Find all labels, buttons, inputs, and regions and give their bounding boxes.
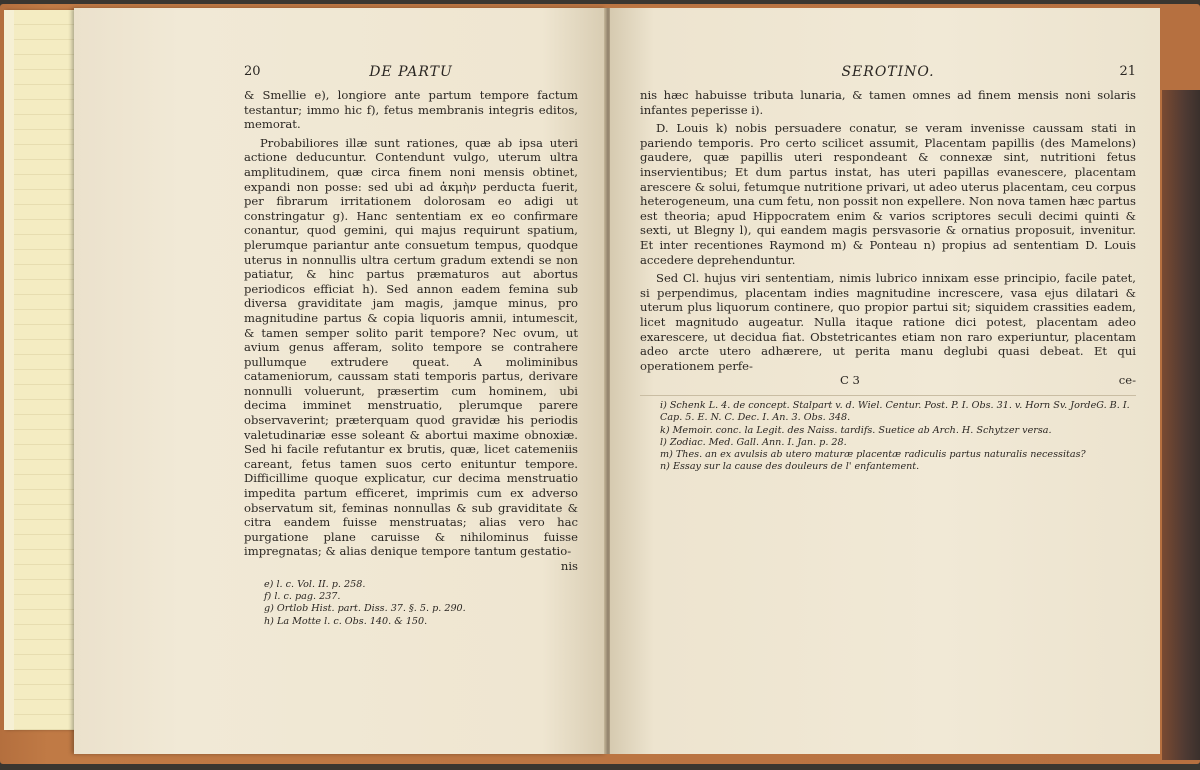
left-page	[74, 8, 606, 754]
footnote: g) Ortlob Hist. part. Diss. 37. §. 5. p. 290.	[264, 603, 466, 615]
signature-mark: C 3	[840, 373, 860, 388]
footnote: n) Essay sur la cause des douleurs de l' enfantement.	[660, 461, 920, 473]
footnote: e) l. c. Vol. II. p. 258.	[264, 579, 366, 590]
page-number: 20	[244, 64, 261, 79]
footnote: i) Schenk L. 4. de concept. Stalpart v. d. Wiel. Centur. Post. P. I. Obs. 31. v. Horn Sv. JordeG. B. I. Cap. 5. E. N. C. Dec. I. An. 3. Obs. 348.	[660, 400, 1130, 424]
running-title: DE PARTU	[369, 64, 453, 80]
paragraph: D. Louis k) nobis persuadere conatur, se veram invenisse caussam stati in pariendo temporis. Pro certo scilicet assumit, Placentam papillis (des Mamelons) gaudere, quæ papillis uteri respondeant & connexæ sint, nutritioni fetus inservientibus; Et dum partus instat, has uteri papillas evanescere, placentam arescere & solui, fetumque nutritione privari, ut adeo uterus placentam, ceu corpus heterogeneum, una cum fetu, non possit non expellere. Non nova tamen hæc partus est theoria; apud Hippocratem enim & varios scriptores seculi decimi quinti & sexti, ut Blegny l), qui eandem magis persvasorie & ornatius proposuit, invenitur. Et inter recentiones Raymond m) & Ponteau n) propius ad sententiam D. Louis accedere deprehenduntur.	[640, 121, 1136, 267]
footnote: m) Thes. an ex avulsis ab utero maturæ placentæ radiculis partus naturalis necessitas?	[660, 449, 1086, 461]
paragraph: Probabiliores illæ sunt rationes, quæ ab ipsa uteri actione deducuntur. Contendunt vulgo, uterum ultra amplitudinem, quæ circa finem noni mensis obtinet, expandi non posse: sed ubi ad ἀκμὴν perducta fuerit, per fibrarum irritationem dolorosam eo adigi ut constringatur g). Hanc sententiam ex eo confirmare conantur, quod gemini, qui majus requirunt spatium, plerumque pariantur ante consuetum tempus, quodque uterus in nonnullis ultra certum gradum extendi se non patiatur, & hinc partus præmaturos aut abortus periodicos efficiat h). Sed annon eadem femina sub diversa graviditate jam magis, jamque minus, pro magnitudine partus & copia liquoris amnii, intumescit, & tamen semper solito parit tempore? Nec ovum, ut avium genus afferam, solito tempore se contrahere pullumque extrudere queat. A moliminibus catameniorum, caussam stati temporis partus, derivare nonnulli voluerunt, præsertim cum hominem, ubi decima imminet menstruatio, plerumque parere observaverint; præterquam quod gravidæ his periodis valetudinariæ esse soleant & abortui maxime obnoxiæ. Sed hi facile refutantur ex brutis, quæ, licet catemeniis careant, fetus tamen suos certo enituntur tempore. Difficillime quoque explicatur, cur decima menstruatio impedita partum efficeret, imprimis cum ex adverso observatum sit, feminas nonnullas & sub graviditate & citra eandem fuisse menstruatas; alias vero hac purgatione plane caruisse & nihilominus fuisse impregnatas; & alias denique tempore tantum gestatio-	[244, 135, 578, 559]
right-page-body	[640, 88, 1136, 373]
signature-line	[640, 373, 1136, 387]
footnote: k) Memoir. conc. la Legit. des Naiss. tardifs. Suetice ab Arch. H. Schytzer versa.	[660, 424, 1052, 436]
paragraph: & Smellie e), longiore ante partum tempore factum testantur; immo hic f), fetus membranis integris editos, memorat.	[244, 88, 578, 132]
catchword: nis	[560, 559, 578, 573]
running-title: SEROTINO.	[841, 64, 935, 80]
left-page-header	[244, 64, 578, 84]
footnote: f) l. c. pag. 237.	[264, 591, 341, 603]
right-page-header	[640, 64, 1136, 84]
footnote: l) Zodiac. Med. Gall. Ann. I. Jan. p. 28.	[660, 436, 847, 448]
paragraph: nis hæc habuisse tributa lunaria, & tamen omnes ad finem mensis noni solaris infantes peperisse i).	[640, 88, 1136, 117]
cover-spine-edge	[1162, 90, 1200, 760]
footnote: h) La Motte l. c. Obs. 140. & 150.	[264, 615, 428, 627]
paragraph: Sed Cl. hujus viri sententiam, nimis lubrico innixam esse principio, facile patet, si perpendimus, placentam indies magnitudine increscere, vasa ejus dilatari & uterum plus liquorum continere, quo propior partui sit; siquidem crassities eadem, licet magnitudo augeatur. Nulla itaque ratione dici potest, placentam adeo exarescere, ut decidua fiat. Obstetricantes etiam non raro experiuntur, placentam adeo arcte utero adhærere, ut perita manu deglubi quasi debeat. Et qui operationem perfe-	[640, 271, 1136, 373]
footnotes	[640, 395, 1136, 473]
notepad-strip	[4, 10, 78, 730]
right-page	[610, 8, 1160, 754]
footnotes	[244, 579, 578, 628]
page-number: 21	[1119, 64, 1136, 79]
left-page-body	[244, 88, 578, 559]
catchword: ce-	[1118, 373, 1136, 388]
